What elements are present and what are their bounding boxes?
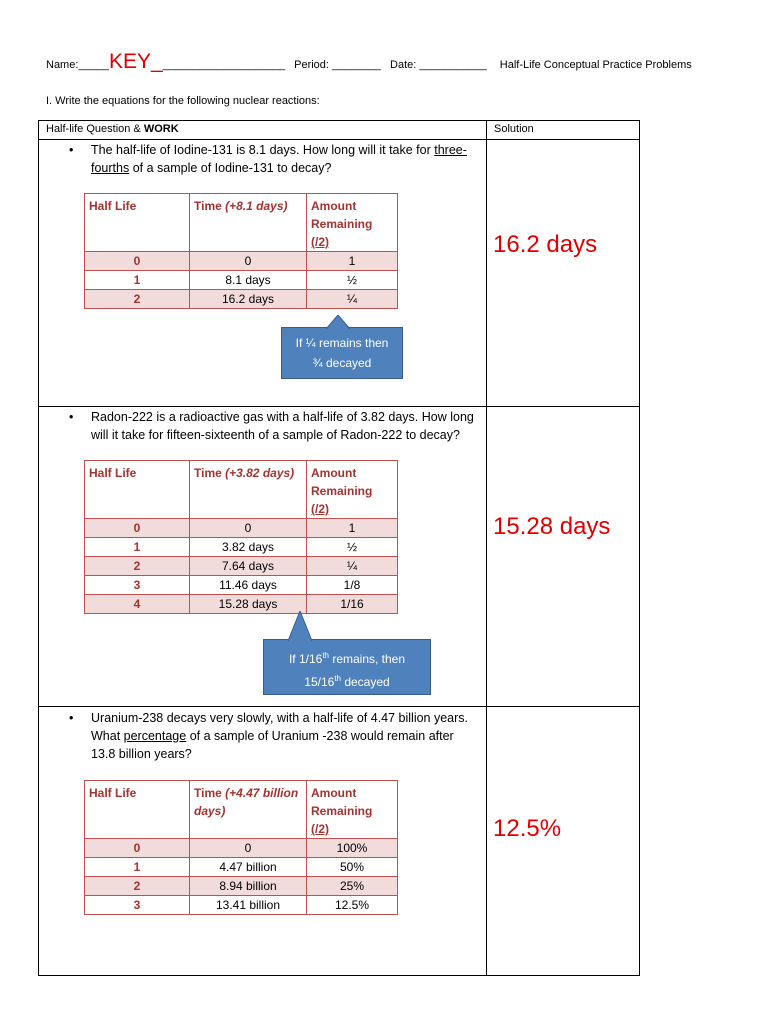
worksheet-table: [38, 120, 640, 976]
col-amount: Amount Remaining (/2): [307, 194, 398, 252]
table-row: 0 0 1: [85, 252, 398, 271]
table-row: 1 8.1 days ½: [85, 271, 398, 290]
question-column-header: Half-life Question & WORK: [46, 123, 179, 135]
problem-1-halflife-table: [84, 193, 398, 309]
table-row: 3 11.46 days 1/8: [85, 576, 398, 595]
table-row: 0 0 100%: [85, 839, 398, 858]
table-row: 1 3.82 days ½: [85, 538, 398, 557]
col-amount: Amount Remaining (/2): [307, 461, 398, 519]
problem-3-halflife-table: [84, 780, 398, 915]
name-value-key: KEY_: [109, 50, 163, 73]
problem-3-question: • Uranium-238 decays very slowly, with a half-life of 4.47 billion years. What percentage of a sample of Uranium -238 would remain after 13.8 billion years?: [69, 711, 469, 761]
problem-2-halflife-table: [84, 460, 398, 614]
col-half-life: Half Life: [85, 461, 190, 519]
solution-column-header: Solution: [494, 123, 534, 135]
col-time: Time (+4.47 billion days): [190, 781, 307, 839]
table-row: 4 15.28 days 1/16: [85, 595, 398, 614]
problem-1-callout: If ¼ remains then ¾ decayed: [281, 327, 403, 379]
problem-1-question: • The half-life of Iodine-131 is 8.1 days. How long will it take for three-fourths of a sample of Iodine-131 to decay?: [69, 143, 467, 175]
problem-2-callout: If 1/16th remains, then 15/16th decayed: [263, 639, 431, 695]
table-row: 2 7.64 days ¼: [85, 557, 398, 576]
problem-3-answer: 12.5%: [493, 815, 562, 842]
col-half-life: Half Life: [85, 781, 190, 839]
col-half-life: Half Life: [85, 194, 190, 252]
name-label: Name:_____: [46, 59, 109, 71]
col-amount: Amount Remaining (/2): [307, 781, 398, 839]
table-row: 3 13.41 billion 12.5%: [85, 896, 398, 915]
table-row: 0 0 1: [85, 519, 398, 538]
problem-2-question: • Radon-222 is a radioactive gas with a half-life of 3.82 days. How long will it take for fifteen-sixteenth of a sample of Radon-222 to decay?: [69, 410, 474, 442]
table-row: 2 8.94 billion 25%: [85, 877, 398, 896]
problem-2-answer: 15.28 days: [493, 513, 611, 540]
row-divider-2: [39, 706, 639, 707]
table-row: 2 16.2 days ¼: [85, 290, 398, 309]
date-field: Date: ___________: [390, 59, 487, 71]
row-divider-1: [39, 406, 639, 407]
period-field: Period: ________: [294, 59, 381, 71]
column-divider: [486, 121, 487, 975]
worksheet-header-row: [39, 121, 639, 140]
table-row: 1 4.47 billion 50%: [85, 858, 398, 877]
instruction-text: I. Write the equations for the following nuclear reactions:: [46, 95, 320, 107]
col-time: Time (+8.1 days): [190, 194, 307, 252]
problem-1-answer: 16.2 days: [493, 231, 598, 258]
col-time: Time (+3.82 days): [190, 461, 307, 519]
worksheet-header: [46, 50, 746, 74]
worksheet-title: Half-Life Conceptual Practice Problems: [499, 59, 692, 71]
name-line: ____________________: [162, 59, 286, 71]
